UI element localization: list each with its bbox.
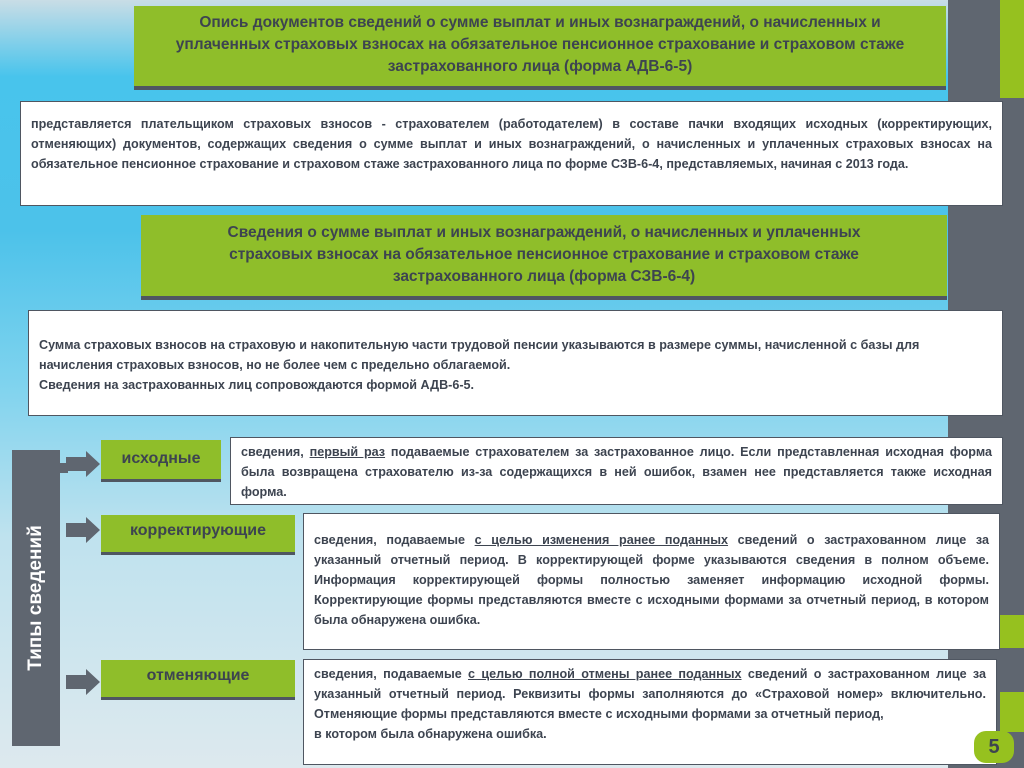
- arrow-right-icon: [66, 517, 100, 543]
- type-initial-text: исходные: [121, 450, 201, 467]
- cancelling-desc-post: сведений о застрахованном лице за указанный отчетный период. Реквизиты формы заполняются до «Страховой номер» включительно. Отменяющие формы представляются вместе с исходными формами за отчетный период,: [314, 667, 987, 721]
- adv-description-box: [20, 101, 1003, 206]
- side-label: [12, 450, 60, 746]
- corrective-desc-emphasis: с целью изменения ранее поданных: [474, 533, 729, 547]
- corrective-desc-pre: сведения, подаваемые: [314, 533, 475, 547]
- right-decor-accent-top: [1000, 0, 1024, 98]
- cancelling-desc-emphasis: с целью полной отмены ранее поданных: [468, 667, 742, 681]
- szv-title: Сведения о сумме выплат и иных вознаграждений, о начисленных и уплаченных страховых взносах на обязательное пенсионное страхование и страховом стаже застрахованного лица (форма СЗВ-6-4): [227, 224, 861, 285]
- arrow-right-icon: [66, 451, 100, 477]
- cancelling-desc-pre: сведения, подаваемые: [314, 667, 469, 681]
- adv-title-box: [134, 6, 946, 90]
- initial-desc-post: подаваемые страхователем за застрахованное лицо. Если представленная исходная форма была возвращена страхователю из-за содержащихся в ней ошибок, взамен нее представляется также исходная форма.: [241, 445, 992, 499]
- initial-desc-pre: сведения,: [241, 445, 310, 459]
- initial-desc-emphasis: первый раз: [309, 445, 386, 459]
- adv-title: Опись документов сведений о сумме выплат и иных вознаграждений, о начисленных и уплаченных страховых взносах на обязательное пенсионное страхование и страховом стаже застрахованного лица (форма АДВ-6-5): [175, 14, 905, 75]
- szv-description-line2: Сведения на застрахованных лиц сопровождаются формой АДВ-6-5.: [39, 378, 475, 392]
- type-corrective-text: корректирующие: [129, 522, 267, 539]
- type-corrective-description: [303, 513, 1000, 650]
- type-cancelling-label: [101, 660, 295, 700]
- type-corrective-label: [101, 515, 295, 555]
- type-initial-description: [230, 437, 1003, 505]
- szv-title-box: [141, 215, 947, 300]
- szv-description-line1: Сумма страховых взносов на страховую и накопительную части трудовой пенсии указываются в размере суммы, начисленной с базы для начисления страховых взносов, но не более чем с предельно облагаемой.: [39, 338, 920, 372]
- szv-description-box: [28, 310, 1003, 416]
- right-decor-accent-bottom: [1000, 692, 1024, 732]
- side-label-text: Типы сведений: [25, 525, 46, 671]
- cancelling-desc-last-line: в котором была обнаружена ошибка.: [314, 727, 547, 741]
- type-initial-label: [101, 440, 221, 482]
- right-decor-accent-mid: [1000, 615, 1024, 648]
- type-cancelling-description: [303, 659, 997, 765]
- adv-description: представляется плательщиком страховых взносов - страхователем (работодателем) в составе пачки входящих исходных (корректирующих, отменяющих) документов, содержащих сведения о сумме выплат и иных вознаграждений, о начисленных и уплаченных страховых взносах на обязательное пенсионное страхование и страховом стаже застрахованного лица по форме СЗВ-6-4, представляемых, начиная с 2013 года.: [31, 117, 992, 171]
- arrow-right-icon: [66, 669, 100, 695]
- page-number: 5: [974, 731, 1014, 763]
- corrective-desc-post: сведений о застрахованном лице за указанный отчетный период. В корректирующей форме указываются сведения в полном объеме. Информация корректирующей формы полностью заменяет информацию исходной формы. Корректирующие формы представляются вместе с исходными формами за отчетный период, в котором была обнаружена ошибка.: [314, 533, 989, 627]
- type-cancelling-text: отменяющие: [146, 667, 250, 684]
